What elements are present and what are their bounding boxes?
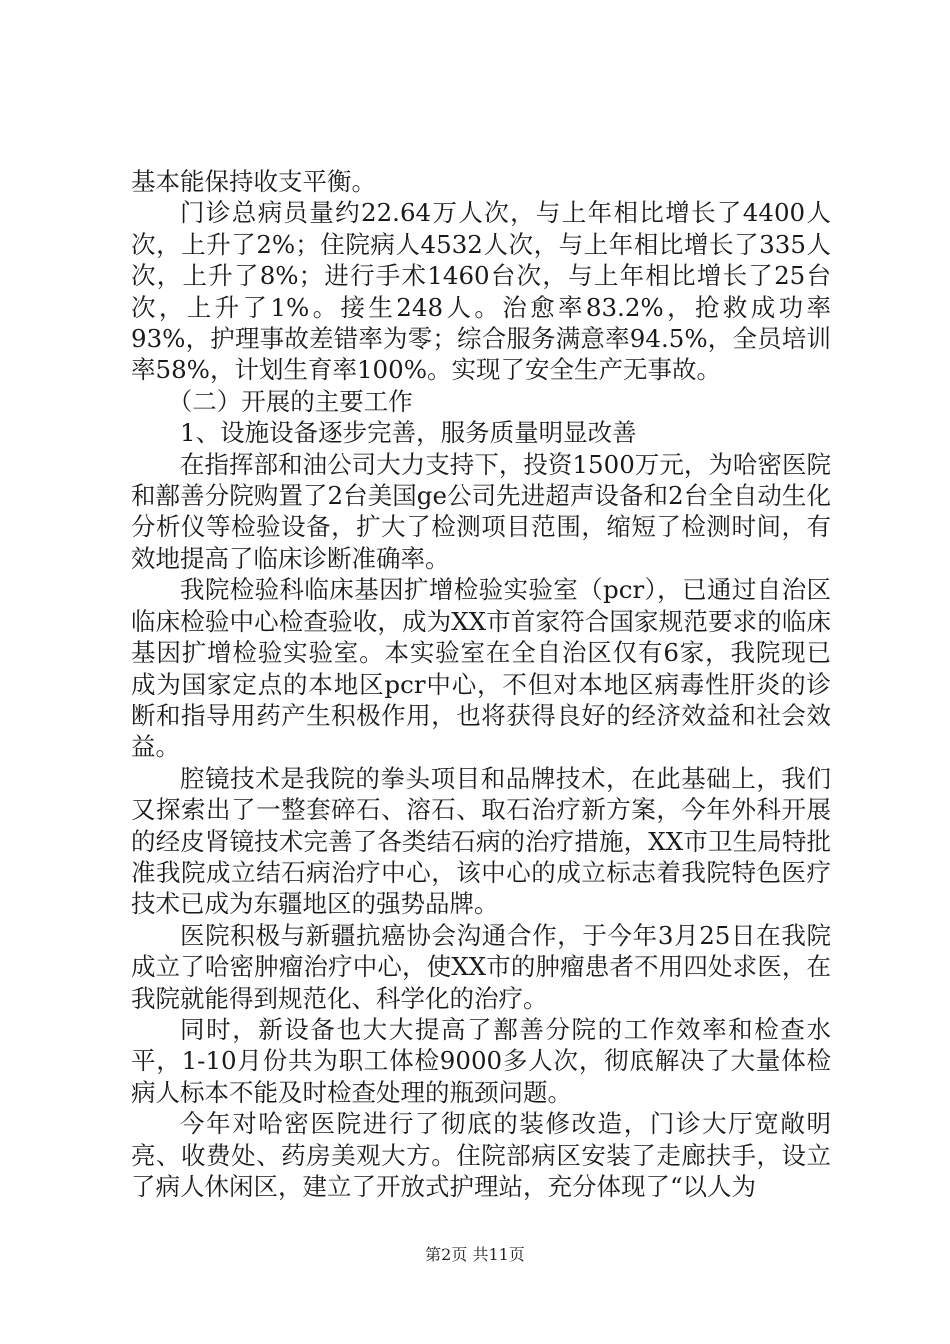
document-body — [131, 166, 831, 1202]
paragraph-2: 门诊总病员量约22.64万人次，与上年相比增长了4400人次，上升了2%；住院病人4532人次，与上年相比增长了335人次，上升了8%；进行手术1460台次，与上年相比增长了25台次，上升了1%。接生248人。治愈率83.2%，抢救成功率93%，护理事故差错率为零；综合服务满意率94.5%，全员培训率58%，计划生育率100%。实现了安全生产无事故。 — [131, 198, 831, 385]
paragraph-9: 同时，新设备也大大提高了鄯善分院的工作效率和检查水平，1-10月份共为职工体检9000多人次，彻底解决了大量体检病人标本不能及时检查处理的瓶颈问题。 — [131, 1014, 831, 1107]
paragraph-5: 在指挥部和油公司大力支持下，投资1500万元，为哈密医院和鄯善分院购置了2台美国ge公司先进超声设备和2台全自动生化分析仪等检验设备，扩大了检测项目范围，缩短了检测时间，有效地提高了临床诊断准确率。 — [131, 449, 831, 573]
subsection-heading: 1、设施设备逐步完善，服务质量明显改善 — [180, 418, 637, 448]
page-footer: 第2页 共11页 — [425, 1245, 525, 1264]
paragraph-10: 今年对哈密医院进行了彻底的装修改造，门诊大厅宽敞明亮、收费处、药房美观大方。住院部病区安装了走廊扶手，设立了病人休闲区，建立了开放式护理站，充分体现了“以人为 — [131, 1109, 831, 1201]
paragraph-6: 我院检验科临床基因扩增检验实验室（pcr），已通过自治区临床检验中心检查验收，成为XX市首家符合国家规范要求的临床基因扩增检验实验室。本实验室在全自治区仅有6家，我院现已成为国家定点的本地区pcr中心，不但对本地区病毒性肝炎的诊断和指导用药产生积极作用，也将获得良好的经济效益和社会效益。 — [131, 575, 831, 762]
paragraph-1: 基本能保持收支平衡。 — [131, 167, 376, 196]
section-heading: （二）开展的主要工作 — [167, 386, 413, 416]
paragraph-8: 医院积极与新疆抗癌协会沟通合作，于今年3月25日在我院成立了哈密肿瘤治疗中心，使XX市的肿瘤患者不用四处求医，在我院就能得到规范化、科学化的治疗。 — [131, 920, 831, 1013]
paragraph-7: 腔镜技术是我院的拳头项目和品牌技术，在此基础上，我们又探索出了一整套碎石、溶石、取石治疗新方案，今年外科开展的经皮肾镜技术完善了各类结石病的治疗措施，XX市卫生局特批准我院成立结石病治疗中心，该中心的成立标志着我院特色医疗技术已成为东疆地区的强势品牌。 — [131, 763, 831, 919]
